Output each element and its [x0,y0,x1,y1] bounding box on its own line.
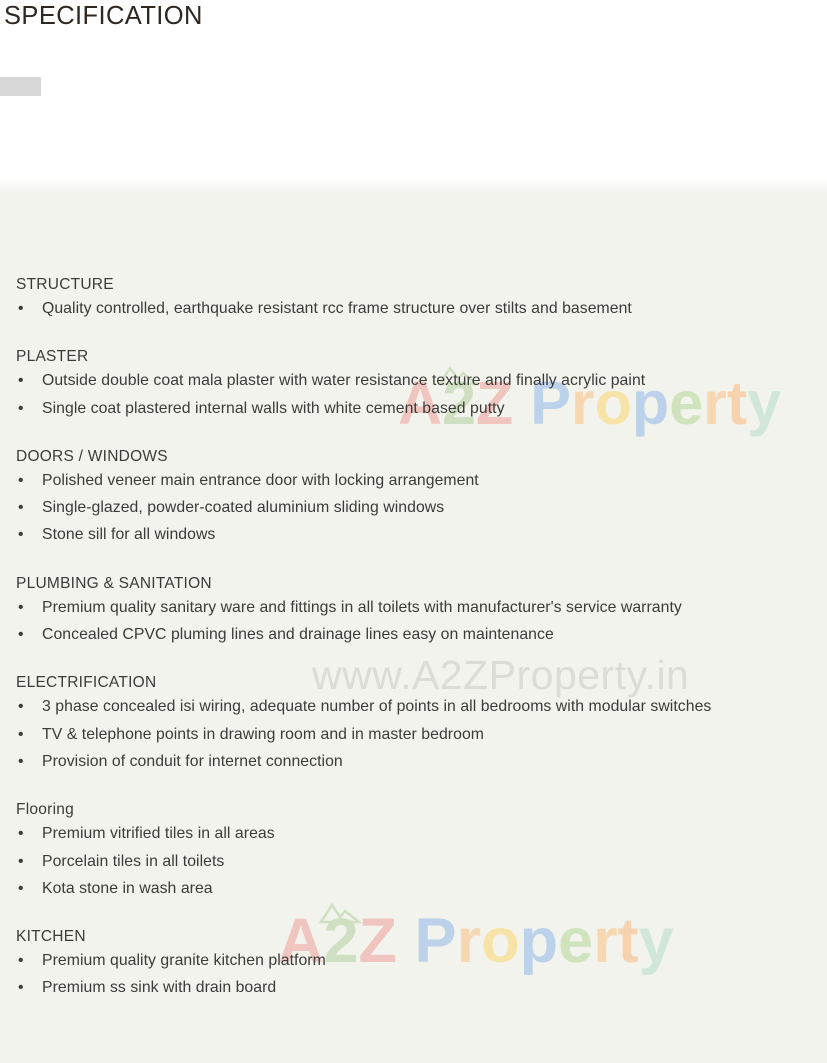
placeholder-chip [0,77,41,96]
section-bullet-list [0,467,827,549]
page-title: SPECIFICATION [4,2,203,30]
bullet-icon: • [18,499,24,517]
bullet-icon: • [18,526,24,544]
watermark-letter-y: y [747,369,782,437]
bullet-icon: • [18,300,24,317]
watermark-letter-2: 2 [442,369,476,437]
watermark-letter-p: P [530,369,571,437]
watermark-letter-r2: r [703,369,727,437]
section-heading: Flooring [16,801,74,819]
watermark-letter-p2: p [631,369,670,437]
list-item [0,594,827,621]
list-item-text: Single coat plastered internal walls with white cement based putty [42,399,505,417]
section-plumbing-sanitation [0,575,827,649]
band-fade [0,178,827,194]
list-item-text: Single-glazed, powder-coated aluminium sliding windows [42,499,445,517]
watermark-letter-o: o [594,369,632,437]
list-item [0,367,827,394]
watermark-letter-z: Z [476,369,514,437]
list-item [0,395,827,422]
list-item [0,947,827,974]
watermark-letter-r: r [570,369,595,437]
bullet-icon: • [18,725,24,743]
bullet-icon: • [18,471,24,489]
section-flooring [0,801,827,902]
bullet-icon: • [18,372,24,390]
section-heading: PLUMBING & SANITATION [16,574,212,592]
watermark-letter-2: 2 [323,906,359,976]
section-heading: KITCHEN [16,928,86,946]
section-doors-windows [0,448,827,549]
watermark-letter-r: r [456,906,482,976]
section-bullet-list [0,947,827,1002]
bullet-icon: • [18,698,24,716]
list-item [0,820,827,847]
bullet-icon: • [18,825,24,843]
section-kitchen [0,928,827,1002]
list-item-text: Premium quality sanitary ware and fittings in all toilets with manufacturer's service warranty [42,598,682,616]
list-item [0,974,827,1001]
list-item-text: 3 phase concealed isi wiring, adequate number of points in all bedrooms with modular switches [42,698,712,716]
section-plaster [0,348,827,422]
list-item-text: Kota stone in wash area [42,879,213,897]
list-item [0,521,827,548]
watermark-letter-e: e [669,369,704,437]
watermark-letter-a: A [398,369,443,437]
bullet-icon: • [18,626,24,644]
bullet-icon: • [18,399,24,417]
section-structure [0,276,827,322]
list-item [0,494,827,521]
watermark-letter-e: e [558,906,594,976]
watermark-letter-t: t [617,906,639,976]
watermark-letter-y: y [638,906,674,976]
section-bullet-list [0,693,827,775]
specification-sections [0,193,827,1002]
section-heading: STRUCTURE [16,276,114,293]
list-item-text: Polished veneer main entrance door with locking arrangement [42,471,479,489]
section-heading: PLASTER [16,348,89,366]
list-item [0,721,827,748]
list-item [0,621,827,648]
watermark-letter-z: Z [358,906,398,976]
list-item-text: Quality controlled, earthquake resistant rcc frame structure over stilts and basement [42,300,632,317]
list-item [0,467,827,494]
section-heading: DOORS / WINDOWS [16,447,168,465]
list-item [0,693,827,720]
list-item [0,875,827,902]
bullet-icon: • [18,952,24,970]
list-item [0,748,827,775]
section-heading: ELECTRIFICATION [16,674,157,692]
bullet-icon: • [18,752,24,770]
watermark-letter-o: o [481,906,520,976]
watermark-letter-r2: r [593,906,618,976]
watermark-url: www.A2ZProperty.in [312,652,690,698]
watermark-letter-p2: p [519,906,559,976]
section-bullet-list [0,594,827,649]
list-item-text: Premium quality granite kitchen platform [42,952,326,970]
list-item [0,295,827,322]
section-electrification [0,674,827,775]
list-item-text: Stone sill for all windows [42,526,216,544]
section-bullet-list [0,295,827,322]
list-item-text: TV & telephone points in drawing room and in master bedroom [42,725,484,743]
list-item-text: Outside double coat mala plaster with water resistance texture and finally acrylic paint [42,372,646,390]
watermark-letter-t: t [726,369,748,437]
section-bullet-list [0,367,827,422]
list-item-text: Concealed CPVC pluming lines and drainage lines easy on maintenance [42,626,554,644]
watermark-letter-p: P [414,906,457,976]
bullet-icon: • [18,879,24,897]
list-item-text: Provision of conduit for internet connection [42,752,343,770]
list-item-text: Premium vitrified tiles in all areas [42,825,275,843]
section-bullet-list [0,820,827,902]
list-item [0,848,827,875]
list-item-text: Porcelain tiles in all toilets [42,852,225,870]
bullet-icon: • [18,598,24,616]
bullet-icon: • [18,979,24,997]
bullet-icon: • [18,852,24,870]
watermark-letter-a: A [278,906,324,976]
list-item-text: Premium ss sink with drain board [42,979,277,997]
